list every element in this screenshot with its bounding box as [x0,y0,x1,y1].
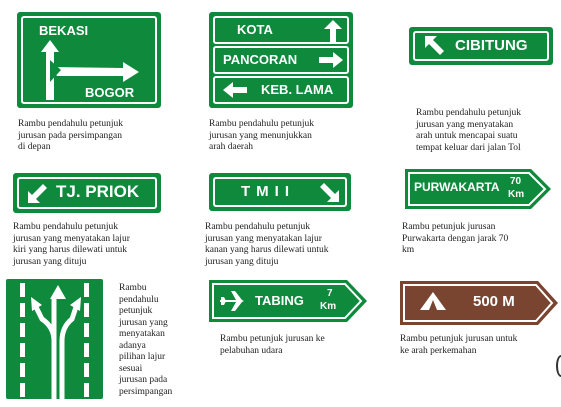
caption-line: pelabuhan udara [220,345,283,356]
sign-label-cibitung: CIBITUNG [455,37,528,54]
sign-unit-purwakarta: Km [508,189,525,200]
caption-line: jurusan yang dituju [13,256,87,267]
sign-label-purwakarta: PURWAKARTA [414,180,500,194]
caption-kota-pancoran [209,119,314,154]
caption-line: ke arah perkemahan [400,345,477,356]
caption-line: menyatakan [119,329,165,339]
caption-tmii [205,222,328,268]
sign-cibitung [409,27,553,65]
caption-tabing [220,334,325,357]
arrow-right-icon [319,52,343,68]
caption-line: Rambu pendahulu petunjuk [209,119,315,129]
arrow-up-icon [323,20,343,42]
caption-line: jurusan yang menyatakan lajur [13,233,130,244]
caption-line: Rambu pendahulu petunjuk [205,222,311,232]
caption-line: Rambu pendahulu petunjuk [416,108,522,118]
caption-line: arah daerah [209,142,254,152]
caption-line: jurusan pada [119,375,168,385]
sign-unit-tabing: Km [320,301,337,312]
tent-icon [420,292,446,310]
sign-label-tabing: TABING [255,293,304,308]
caption-purwakarta [402,222,508,257]
sign-distance-purwakarta: 70 [510,176,522,187]
sign-label-tj-priok: TJ. PRIOK [56,182,140,201]
edge-fragment [556,355,561,377]
caption-line: jurusan yang menyatakan lajur [205,233,322,244]
arrow-down-left-icon [28,183,48,203]
caption-line: Rambu petunjuk jurusan ke [220,334,325,344]
fork-arrow-icon [17,12,161,108]
caption-line: Rambu petunjuk jurusan untuk [400,334,518,344]
sign-tj-priok [13,173,161,213]
caption-line: sesuai [119,363,143,374]
airplane-icon [220,291,244,311]
caption-line: km [402,245,415,255]
sign-label-bekasi: BEKASI [39,23,89,38]
arrow-left-icon [223,82,247,98]
caption-line: jurusan yang [119,317,168,328]
caption-line: jurusan pada persimpangan [18,130,122,141]
sign-label-tmii: TMII [241,183,295,200]
sign-distance-tabing: 7 [327,288,333,299]
caption-line: kanan yang harus dilewati untuk [205,245,329,255]
caption-camp [400,334,517,357]
caption-line: Rambu petunjuk jurusan [402,222,496,232]
caption-line: di depan [18,142,51,152]
sign-kota-pancoran [209,12,353,108]
caption-line: jurusan yang dituju [205,256,279,267]
arrow-up-left-icon [425,36,445,56]
caption-line: pilihan lajur [119,352,166,362]
caption-line: pendahulu [119,294,159,305]
caption-cibitung [416,108,521,154]
sign-label-bogor: BOGOR [85,85,135,100]
caption-line: jurusan yang menunjukkan [209,130,312,141]
caption-line: jurusan yang menyatakan [416,119,514,130]
caption-line: Rambu [119,283,147,293]
sign-tmii [209,173,351,211]
caption-tj-priok [13,222,130,268]
caption-line: persimpangan [119,386,173,397]
sign-label-pancoran: PANCORAN [223,52,298,67]
caption-lane-choice [119,283,172,398]
caption-line: Purwakarta dengan jarak 70 [402,233,509,244]
caption-line: adanya [119,340,146,351]
sign-bekasi-bogor [17,12,161,108]
caption-line: Rambu pendahulu petunjuk [18,119,124,129]
sign-label-keb-lama: KEB. LAMA [261,82,334,97]
caption-line: kiri yang harus dilewati untuk [13,245,127,255]
caption-line: tempat keluar dari jalan Tol [416,142,521,153]
arrow-down-right-icon [319,182,339,202]
sign-label-camp: 500 M [473,293,515,310]
caption-line: Rambu pendahulu petunjuk [13,222,119,232]
caption-line: petunjuk [119,306,153,316]
caption-line: arah untuk mencapai suatu [416,131,518,141]
lane-arrows-icon [6,279,103,399]
sign-label-kota: KOTA [237,22,273,37]
caption-bekasi-bogor [18,119,123,154]
sign-lane-choice [6,279,103,399]
